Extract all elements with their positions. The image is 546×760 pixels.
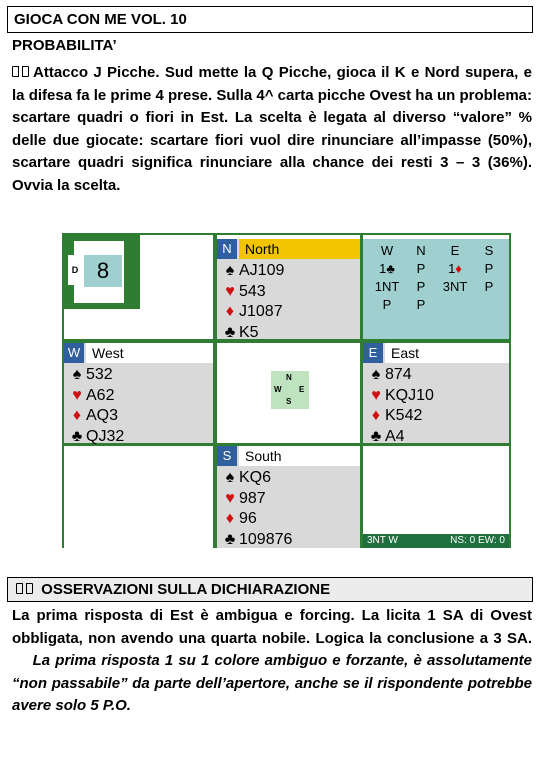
north-seat-badge: N	[217, 239, 237, 259]
book-icon	[12, 66, 29, 78]
bid-cell: P	[416, 297, 426, 312]
heart-icon: ♥	[225, 282, 235, 300]
north-hearts: 543	[239, 282, 266, 300]
west-clubs: QJ32	[86, 427, 125, 445]
compass-w: W	[274, 385, 282, 394]
north-hand-panel	[217, 239, 360, 339]
contract-cell	[363, 446, 509, 548]
observations-heading: OSSERVAZIONI SULLA DICHIARAZIONE	[7, 577, 533, 602]
south-player-name: South	[239, 446, 360, 466]
north-clubs: K5	[239, 323, 259, 341]
board-number-cell	[64, 235, 213, 339]
west-hearts: A62	[86, 386, 115, 404]
contract-bar	[363, 534, 509, 548]
observations-paragraph	[12, 605, 532, 718]
east-diamonds: K542	[385, 407, 423, 424]
west-spades: 532	[86, 366, 113, 383]
north-spades: AJ109	[239, 262, 285, 279]
west-seat-badge: W	[64, 343, 84, 363]
heart-icon: ♥	[72, 386, 82, 404]
south-hearts: 987	[239, 489, 266, 507]
north-player-name: North	[239, 239, 360, 259]
compass-e: E	[299, 385, 305, 394]
east-hand-panel	[363, 343, 509, 443]
east-seat-badge: E	[363, 343, 383, 363]
bid-cell: 3NT	[442, 279, 468, 294]
bid-header-w: W	[380, 243, 394, 258]
spade-icon: ♠	[371, 366, 381, 383]
compass-s: S	[286, 397, 292, 406]
diamond-icon: ♦	[225, 510, 235, 527]
heart-icon: ♥	[225, 489, 235, 507]
bid-cell: P	[416, 261, 426, 276]
book-icon	[16, 583, 33, 595]
bridge-board	[62, 233, 511, 548]
west-hand-panel	[64, 343, 213, 443]
bid-cell: P	[484, 279, 494, 294]
spade-icon: ♠	[72, 366, 82, 383]
compass-n: N	[286, 373, 292, 382]
score: NS: 0 EW: 0	[450, 535, 505, 546]
club-icon: ♣	[224, 530, 236, 548]
west-player-name: West	[86, 343, 213, 363]
south-spades: KQ6	[239, 469, 272, 486]
board-number: 8	[84, 255, 122, 287]
west-diamonds: AQ3	[86, 407, 119, 424]
empty-cell	[64, 446, 213, 548]
spade-icon: ♠	[225, 262, 235, 279]
bid-header-e: E	[450, 243, 460, 258]
page-title: GIOCA CON ME VOL. 10	[7, 6, 533, 33]
diamond-icon: ♦	[72, 407, 82, 424]
south-hand-panel	[217, 446, 360, 548]
club-icon: ♣	[224, 323, 236, 341]
contract: 3NT W	[367, 535, 398, 546]
south-diamonds: 96	[239, 510, 257, 527]
diamond-icon: ♦	[455, 261, 462, 276]
bid-cell: P	[484, 261, 494, 276]
club-icon: ♣	[71, 427, 83, 445]
bid-cell: 1♣	[379, 261, 395, 276]
south-seat-badge: S	[217, 446, 237, 466]
table-center	[217, 343, 360, 443]
diamond-icon: ♦	[225, 303, 235, 320]
bid-header-n: N	[416, 243, 426, 258]
east-player-name: East	[385, 343, 509, 363]
heart-icon: ♥	[371, 386, 381, 404]
club-icon: ♣	[370, 427, 382, 445]
north-diamonds: J1087	[239, 303, 283, 320]
intro-text: Attacco J Picche. Sud mette la Q Picche, gioca il K e Nord supera, e la difesa fa le prime 4 prese. Sulla 4^ carta picche Ovest ha un problema: scartare quadri o fiori in Est. La scelta è legata al diverso “valore” % delle due giocate: scartare fiori vuol dire rinunciare all’impasse (50%), scartare quadri significa rinunciare alla chance dei resti 3 – 3 (36%). Ovvia la scelta.	[12, 64, 532, 194]
bidding-table	[363, 239, 509, 339]
east-spades: 874	[385, 366, 412, 383]
dealer-label: D	[68, 255, 82, 285]
intro-paragraph	[12, 62, 532, 197]
south-clubs: 109876	[239, 530, 293, 548]
bid-cell: 1NT	[374, 279, 400, 294]
bid-cell: 1♦	[448, 261, 462, 276]
east-hearts: KQJ10	[385, 386, 434, 404]
observations-italic: La prima risposta 1 su 1 colore ambiguo e forzante, è assolutamente “non passabile” da parte dell’apertore, anche se il rispondente potrebbe avere solo 5 P.O.	[12, 652, 533, 714]
bid-cell: P	[382, 297, 392, 312]
spade-icon: ♠	[225, 469, 235, 486]
observations-text: La prima risposta di Est è ambigua e forcing. La licita 1 SA di Ovest obbligata, non avendo una quarta nobile. Logica la conclusione a 3 SA.	[12, 607, 532, 647]
east-clubs: A4	[385, 427, 405, 445]
diamond-icon: ♦	[371, 407, 381, 424]
compass-icon	[271, 371, 309, 409]
bid-cell: P	[416, 279, 426, 294]
bid-header-s: S	[484, 243, 494, 258]
section-heading: PROBABILITA’	[12, 37, 117, 54]
